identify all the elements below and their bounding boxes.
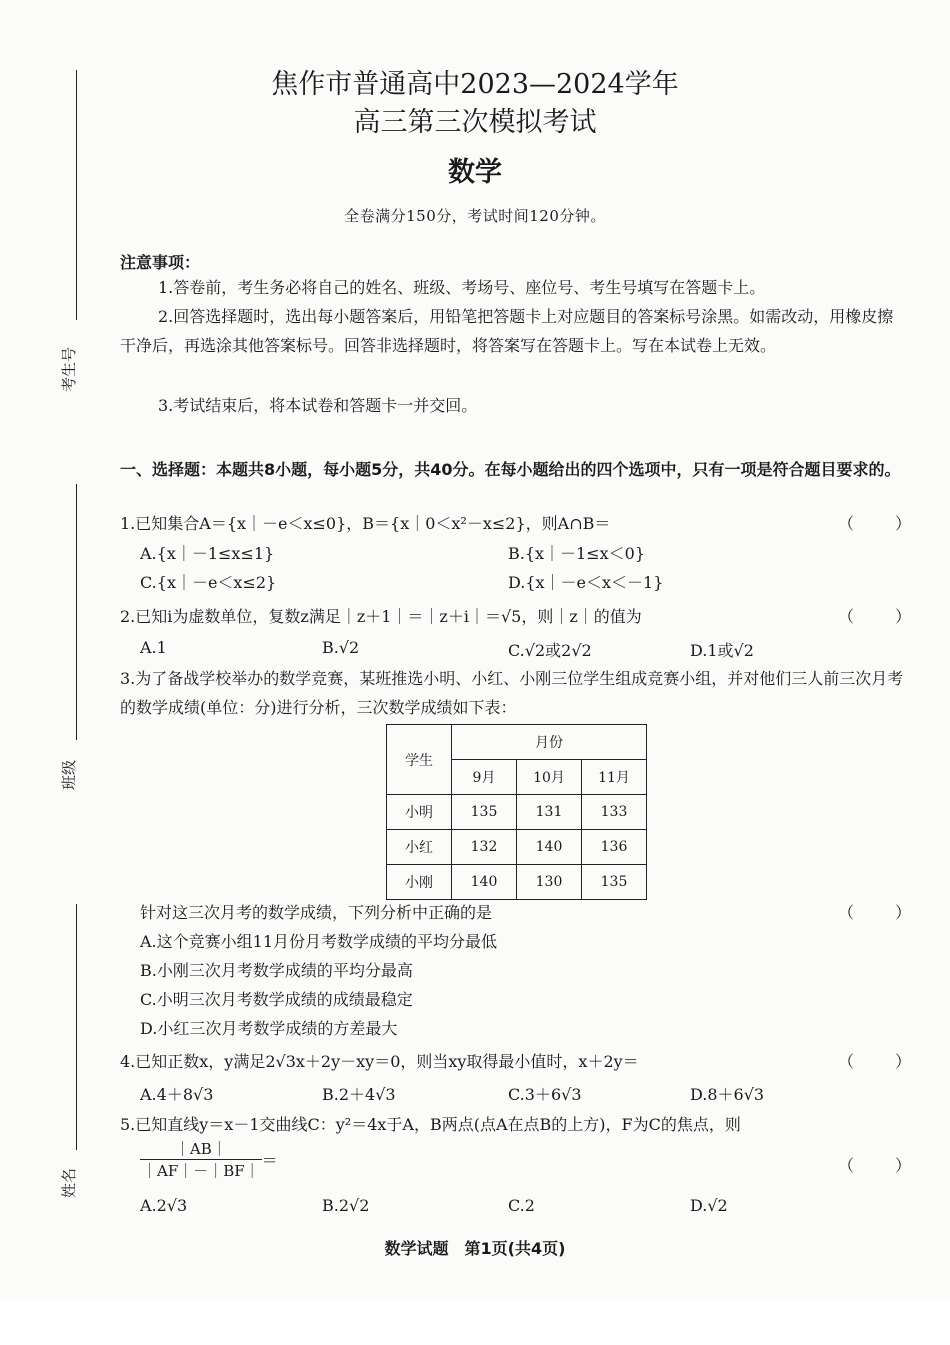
score-cell: 140	[452, 865, 517, 900]
q5-answer-paren: （ ）	[838, 1156, 930, 1175]
table-month-header: 9月	[452, 760, 517, 795]
q2-answer-paren: （ ）	[838, 607, 930, 626]
q1-option-c: C.{x｜－e＜x≤2}	[140, 573, 277, 592]
table-corner-cell: 学生	[387, 725, 452, 795]
note-item: 1.答卷前，考生务必将自己的姓名、班级、考场号、座位号、考生号填写在答题卡上。	[158, 278, 766, 297]
exam-title-line1: 焦作市普通高中2023—2024学年	[271, 69, 679, 100]
name-label: 姓名	[60, 1167, 78, 1198]
q5-fraction	[140, 1138, 262, 1181]
exam-title-line2: 高三第三次模拟考试	[353, 107, 597, 138]
class-label: 班级	[60, 759, 78, 790]
q2-option-c: C.√2或2√2	[508, 641, 592, 660]
score-cell: 131	[517, 795, 582, 830]
q2-option-a: A.1	[140, 638, 167, 657]
q3-option-a: A.这个竞赛小组11月份月考数学成绩的平均分最低	[140, 932, 498, 951]
subject-title: 数学	[448, 157, 502, 188]
exam-no-label: 考生号	[60, 346, 78, 392]
score-cell: 136	[582, 830, 647, 865]
q3-question: 针对这三次月考的数学成绩，下列分析中正确的是	[140, 903, 493, 922]
score-cell: 135	[452, 795, 517, 830]
q4-option-a: A.4＋8√3	[140, 1085, 214, 1104]
class-line	[76, 484, 77, 740]
student-name-cell: 小明	[387, 795, 452, 830]
name-line	[76, 904, 77, 1150]
score-cell: 130	[517, 865, 582, 900]
q4-answer-paren: （ ）	[838, 1052, 930, 1071]
student-name-cell: 小红	[387, 830, 452, 865]
q5-equals: ＝	[261, 1151, 278, 1170]
q4-stem: 4.已知正数x，y满足2√3x＋2y－xy＝0，则当xy取得最小值时，x＋2y＝	[120, 1052, 639, 1071]
q5-option-a: A.2√3	[140, 1196, 188, 1215]
q5-option-c: C.2	[508, 1196, 535, 1215]
q2-stem: 2.已知i为虚数单位，复数z满足｜z＋1｜＝｜z＋i｜＝√5，则｜z｜的值为	[120, 607, 642, 626]
q5-fraction-denominator: ｜AF｜－｜BF｜	[142, 1162, 260, 1180]
q4-option-b: B.2＋4√3	[322, 1085, 396, 1104]
q5-stem: 5.已知直线y＝x－1交曲线C：y²＝4x于A，B两点(点A在点B的上方)，F为C的焦点，则	[120, 1115, 741, 1134]
table-group-header: 月份	[452, 725, 647, 760]
score-cell: 133	[582, 795, 647, 830]
q5-option-d: D.√2	[690, 1196, 728, 1215]
page-footer: 数学试题 第1页(共4页)	[384, 1239, 566, 1258]
q1-stem: 1.已知集合A＝{x｜－e＜x≤0}，B＝{x｜0＜x²－x≤2}，则A∩B＝	[120, 514, 611, 533]
q5-fraction-expr	[140, 1138, 278, 1181]
section-heading: 一、选择题：本题共8小题，每小题5分，共40分。在每小题给出的四个选项中，只有一项是符合题目要求的。	[120, 460, 901, 479]
q5-fraction-numerator: ｜AB｜	[140, 1138, 262, 1160]
table-row	[387, 795, 647, 830]
score-cell: 140	[517, 830, 582, 865]
table-row	[387, 865, 647, 900]
student-name-cell: 小刚	[387, 865, 452, 900]
note-item: 2.回答选择题时，选出每小题答案后，用铅笔把答题卡上对应题目的答案标号涂黑。如需改动，用橡皮擦干净后，再选涂其他答案标号。回答非选择题时，将答案写在答题卡上。写在本试卷上无效。	[120, 307, 894, 355]
q3-answer-paren: （ ）	[838, 903, 930, 922]
q5-option-b: B.2√2	[322, 1196, 370, 1215]
score-cell: 132	[452, 830, 517, 865]
table-row	[387, 830, 647, 865]
table-month-header: 10月	[517, 760, 582, 795]
page-bottom-margin	[0, 1300, 950, 1345]
q4-option-d: D.8＋6√3	[690, 1085, 765, 1104]
q3-option-c: C.小明三次月考数学成绩的成绩最稳定	[140, 990, 413, 1009]
q3-score-table	[386, 724, 647, 900]
q1-option-b: B.{x｜－1≤x＜0}	[508, 544, 646, 563]
q1-option-a: A.{x｜－1≤x≤1}	[140, 544, 275, 563]
q2-option-d: D.1或√2	[690, 641, 754, 660]
q2-option-b: B.√2	[322, 638, 360, 657]
exam-meta: 全卷满分150分，考试时间120分钟。	[344, 207, 606, 225]
q3-option-b: B.小刚三次月考数学成绩的平均分最高	[140, 961, 413, 980]
q3-option-d: D.小红三次月考数学成绩的方差最大	[140, 1019, 398, 1038]
score-cell: 135	[582, 865, 647, 900]
notes-heading: 注意事项：	[120, 253, 201, 272]
q1-answer-paren: （ ）	[838, 514, 930, 533]
q1-option-d: D.{x｜－e＜x＜－1}	[508, 573, 664, 592]
q3-stem: 3.为了备战学校举办的数学竞赛，某班推选小明、小红、小刚三位学生组成竞赛小组，并对他们三人前三次月考的数学成绩(单位：分)进行分析，三次数学成绩如下表：	[120, 669, 904, 717]
q4-option-c: C.3＋6√3	[508, 1085, 582, 1104]
note-item: 3.考试结束后，将本试卷和答题卡一并交回。	[158, 396, 478, 415]
table-month-header: 11月	[582, 760, 647, 795]
